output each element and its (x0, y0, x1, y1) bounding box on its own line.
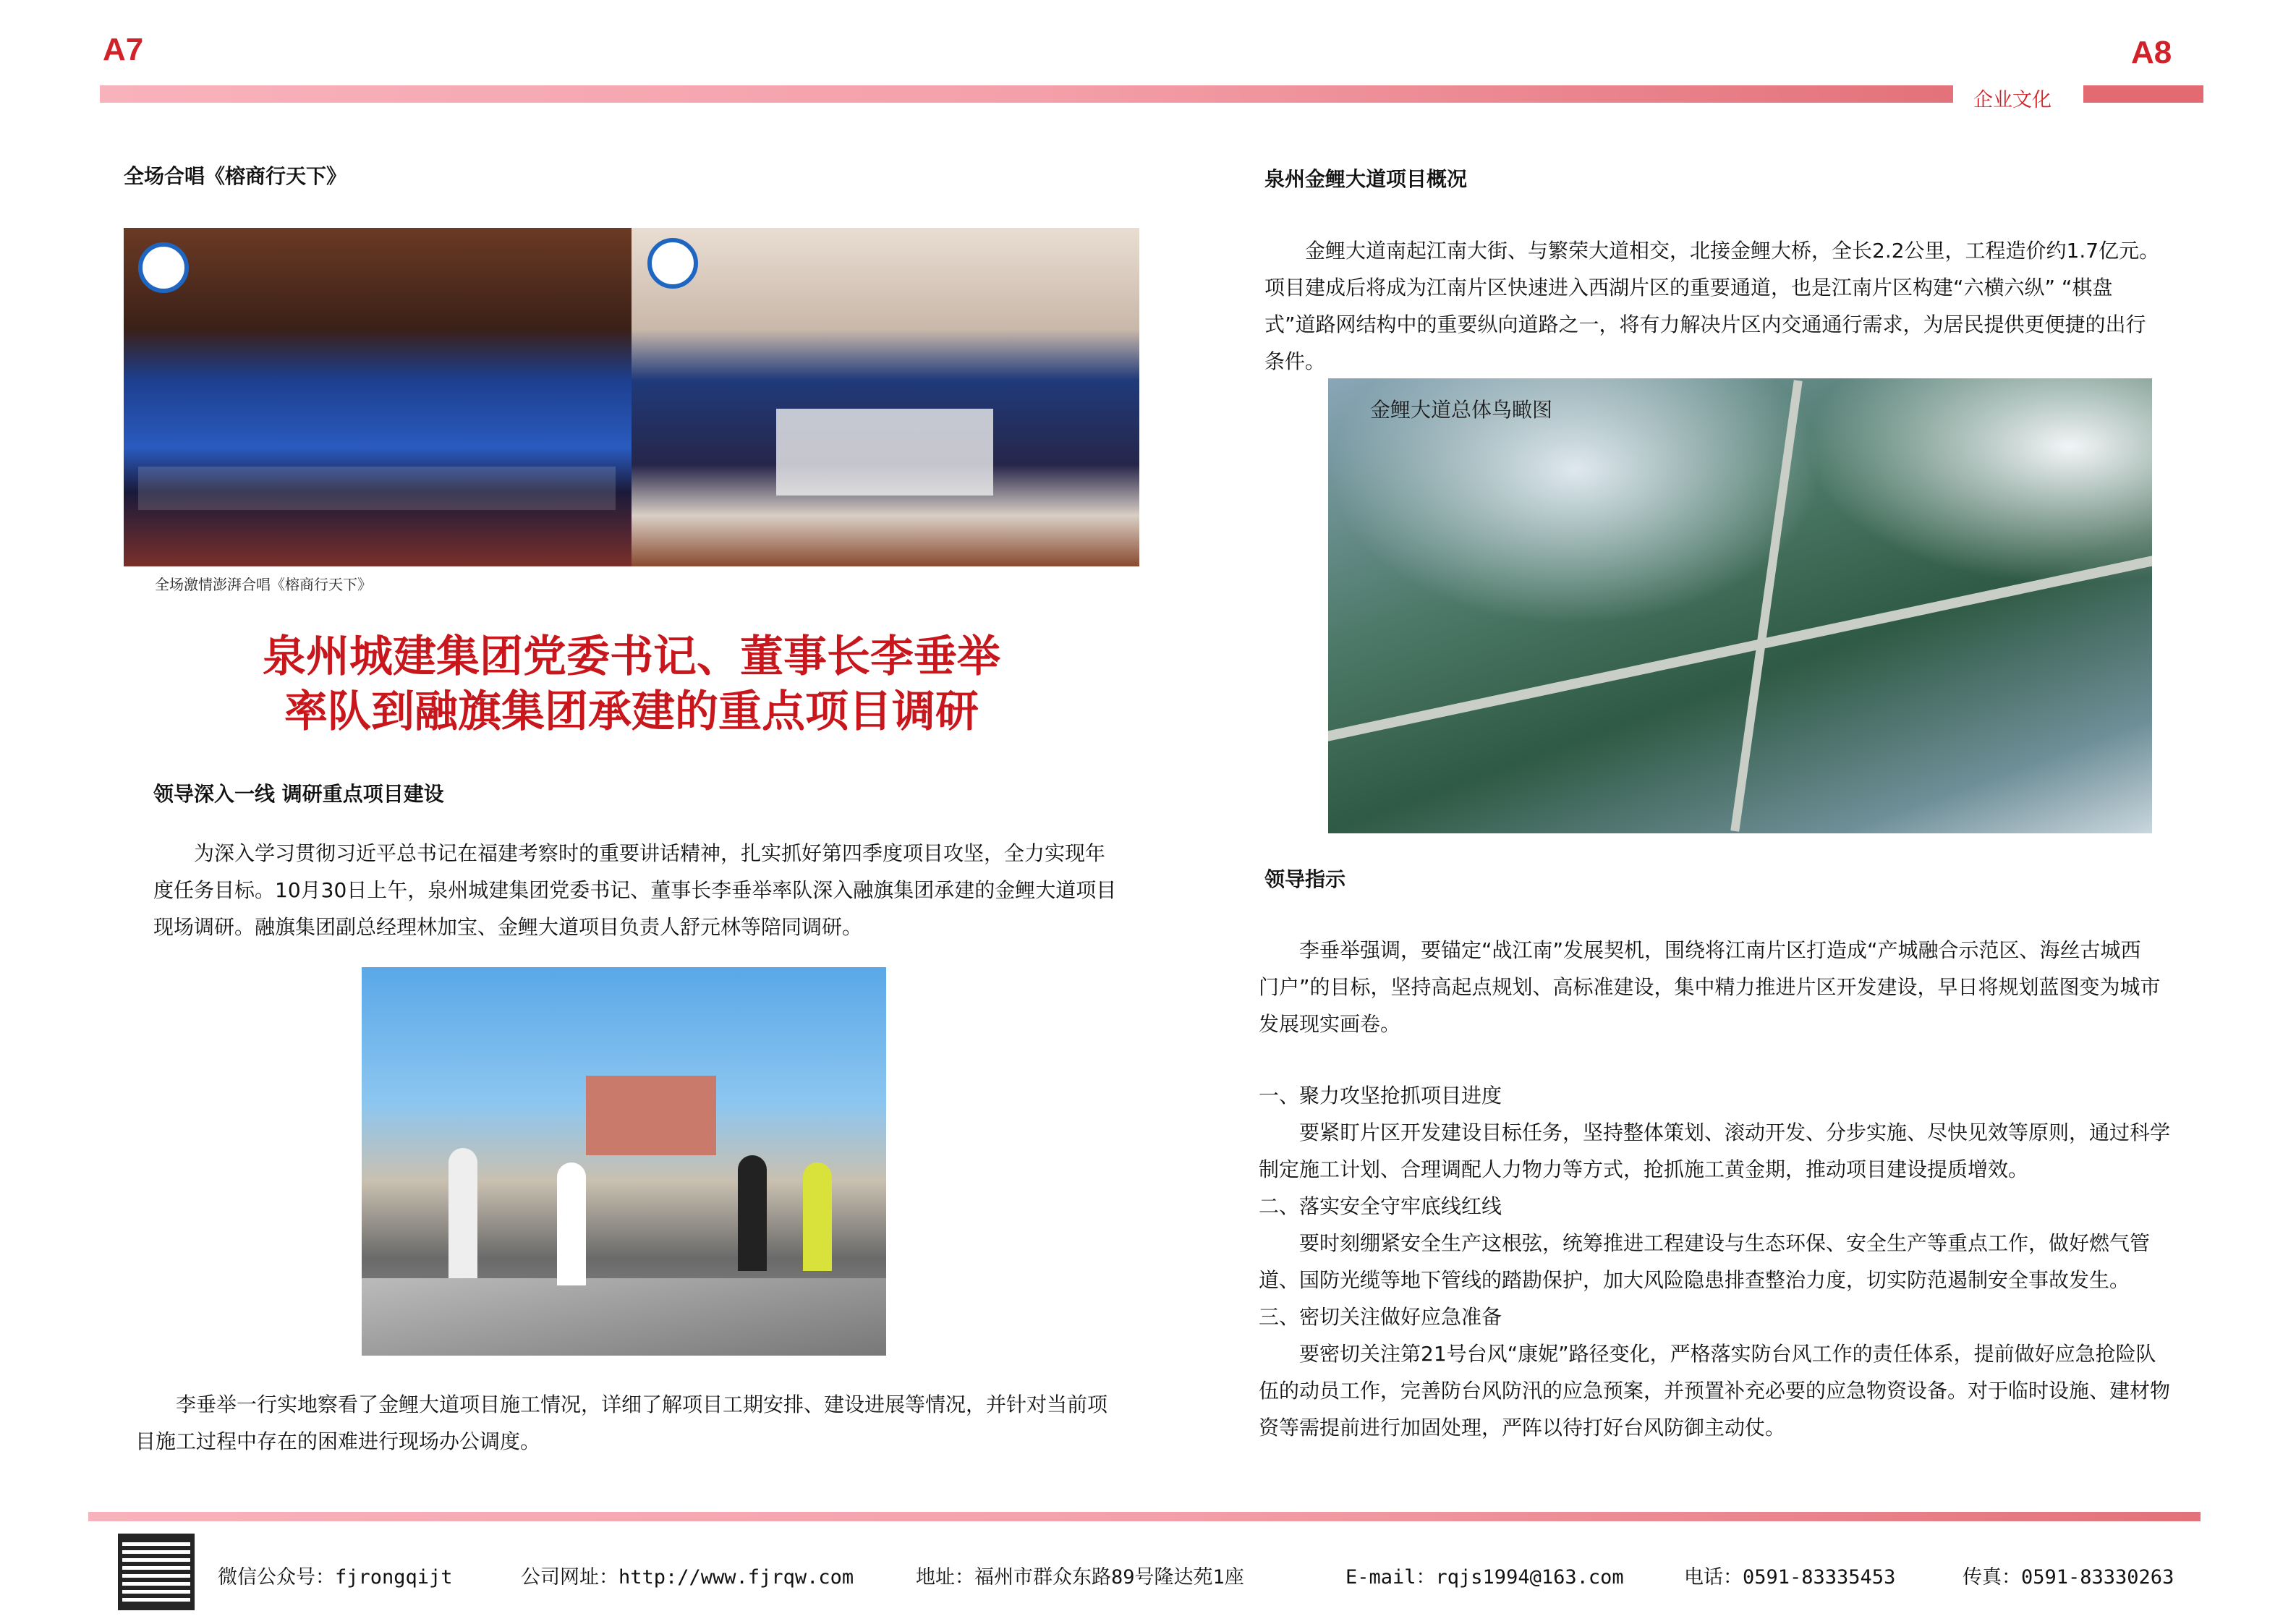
header-bar (100, 85, 1953, 103)
chorus-photo-right (632, 228, 1139, 566)
text-line: 现场调研。融旗集团副总经理林加宝、金鲤大道项目负责人舒元林等陪同调研。 (153, 915, 863, 939)
qr-code-icon[interactable] (118, 1534, 195, 1610)
header-block (2083, 85, 2203, 103)
point-title: 二、落实安全守牢底线红线 (1259, 1194, 1502, 1218)
text-line: 项目建成后将成为江南片区快速进入西湖片区的重要通道，也是江南片区构建“六横六纵” “棋盘 (1264, 276, 2113, 299)
title-line: 泉州城建集团党委书记、董事长李垂举 (263, 632, 1000, 682)
footer-bar (88, 1512, 2201, 1521)
overview-heading: 泉州金鲤大道项目概况 (1264, 167, 1468, 191)
text-line: 资等需提前进行加固处理，严阵以待打好台风防御主动仗。 (1259, 1416, 1786, 1440)
text-line: 要密切关注第21号台风“康妮”路径变化，严格落实防台风工作的责任体系，提前做好应急抢险队 (1299, 1342, 2156, 1366)
text-line: 条件。 (1264, 349, 1326, 373)
article-title (124, 629, 1139, 739)
page-number-left: A7 (103, 32, 144, 67)
text-line: 为深入学习贯彻习近平总书记在福建考察时的重要讲话精神，扎实抓好第四季度项目攻坚，全力实现年 (194, 841, 1106, 865)
footer-address: 地址：福州市群众东路89号隆达苑1座 (916, 1566, 1244, 1589)
footer-fax: 传真：0591-83330263 (1963, 1566, 2174, 1589)
title-line: 率队到融旗集团承建的重点项目调研 (284, 686, 979, 737)
text-line: 式”道路网结构中的重要纵向道路之一，将有力解决片区内交通通行需求，为居民提供更便捷的出行 (1264, 313, 2146, 336)
chorus-heading: 全场合唱《榕商行天下》 (124, 164, 347, 188)
aerial-view-image (1328, 378, 2152, 833)
instructions-paragraph (1259, 932, 2161, 1042)
chorus-caption: 全场激情澎湃合唱《榕商行天下》 (155, 576, 372, 593)
text-line: 目施工过程中存在的困难进行现场办公调度。 (135, 1429, 541, 1453)
text-line: 金鲤大道南起江南大街、与繁荣大道相交，北接金鲤大桥，全长2.2公里，工程造价约1.7亿元。 (1305, 239, 2160, 263)
footer-website[interactable]: 公司网址：http://www.fjrqw.com (521, 1566, 854, 1589)
footer-phone: 电话：0591-83335453 (1684, 1566, 1896, 1589)
section-tag: 企业文化 (1973, 89, 2051, 111)
text-line: 要时刻绷紧安全生产这根弦，统筹推进工程建设与生态环保、安全生产等重点工作，做好燃气管 (1299, 1231, 2151, 1255)
page-number-right: A8 (2131, 35, 2172, 70)
visit-paragraph (135, 1386, 1107, 1460)
footer-email[interactable]: E-mail：rqjs1994@163.com (1345, 1566, 1624, 1589)
text-line: 度任务目标。10月30日上午，泉州城建集团党委书记、董事长李垂举率队深入融旗集团承建的金鲤大道项目 (153, 878, 1117, 902)
subheading: 领导深入一线 调研重点项目建设 (153, 782, 444, 806)
instruction-points (1259, 1077, 2170, 1446)
point-title: 三、密切关注做好应急准备 (1259, 1305, 1502, 1329)
footer-wechat: 微信公众号：fjrongqijt (218, 1566, 453, 1589)
text-line: 门户”的目标，坚持高起点规划、高标准建设，集中精力推进片区开发建设，早日将规划蓝图变为城市 (1259, 975, 2161, 999)
text-line: 要紧盯片区开发建设目标任务，坚持整体策划、滚动开发、分步实施、尽快见效等原则，通过科学 (1299, 1121, 2171, 1144)
aerial-label: 金鲤大道总体鸟瞰图 (1370, 398, 1553, 422)
overview-paragraph (1264, 232, 2159, 380)
text-line: 伍的动员工作，完善防台风防汛的应急预案，并预置补充必要的应急物资设备。对于临时设施、建材物 (1259, 1379, 2171, 1403)
text-line: 李垂举强调，要锚定“战江南”发展契机，围绕将江南片区打造成“产城融合示范区、海丝古城西 (1299, 938, 2141, 962)
instructions-heading: 领导指示 (1264, 867, 1346, 891)
text-line: 制定施工计划、合理调配人力物力等方式，抢抓施工黄金期，推动项目建设提质增效。 (1259, 1157, 2029, 1181)
site-visit-photo (362, 967, 886, 1356)
text-line: 发展现实画卷。 (1259, 1012, 1401, 1036)
text-line: 李垂举一行实地察看了金鲤大道项目施工情况，详细了解项目工期安排、建设进展等情况，并针对当前项 (176, 1393, 1108, 1416)
point-title: 一、聚力攻坚抢抓项目进度 (1259, 1084, 1502, 1108)
chorus-photo-left (124, 228, 632, 566)
text-line: 道、国防光缆等地下管线的踏勘保护，加大风险隐患排查整治力度，切实防范遏制安全事故发生。 (1259, 1268, 2130, 1292)
intro-paragraph (153, 835, 1116, 945)
